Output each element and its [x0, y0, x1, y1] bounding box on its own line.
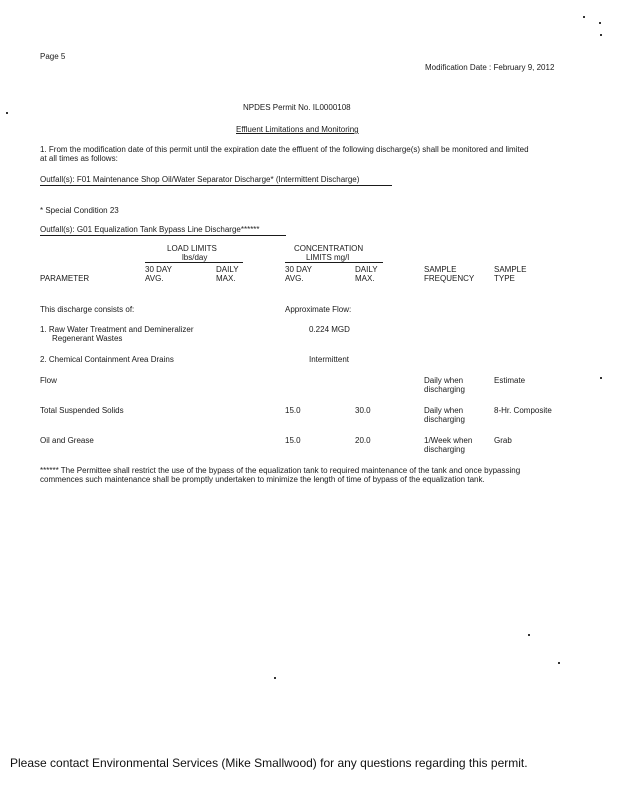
load-daily-2: MAX.: [216, 274, 236, 283]
scan-speck: [599, 22, 601, 24]
scan-speck: [600, 377, 602, 379]
sample-type-header-1: SAMPLE: [494, 265, 527, 274]
row-frequency-1: Daily when: [424, 406, 464, 415]
conc-avg30-1: 30 DAY: [285, 265, 312, 274]
conc-avg30-2: AVG.: [285, 274, 304, 283]
load-daily-1: DAILY: [216, 265, 239, 274]
row-frequency-1: Daily when: [424, 376, 464, 385]
footnote-line-2: commences such maintenance shall be promptly undertaken to minimize the length of time of bypass of the equalization tank.: [40, 475, 485, 484]
sample-freq-header-1: SAMPLE: [424, 265, 457, 274]
component-2: 2. Chemical Containment Area Drains: [40, 355, 174, 364]
row-conc-avg: 15.0: [285, 436, 301, 445]
conc-daily-2: MAX.: [355, 274, 375, 283]
row-frequency-2: discharging: [424, 385, 465, 394]
sample-freq-header-2: FREQUENCY: [424, 274, 475, 283]
concentration-underline: [285, 262, 383, 263]
row-parameter: Oil and Grease: [40, 436, 94, 445]
outfall-f01-label: Outfall(s):: [40, 175, 75, 184]
load-units: lbs/day: [182, 253, 208, 262]
intro-line-1: 1. From the modification date of this permit until the expiration date the effluent of the following discharge(s) shall be monitored and limited: [40, 145, 529, 154]
row-sample-type: Estimate: [494, 376, 526, 385]
row-frequency-1: 1/Week when: [424, 436, 473, 445]
scan-speck: [274, 677, 276, 679]
row-conc-max: 30.0: [355, 406, 371, 415]
outfall-g01-underline: [40, 235, 286, 236]
row-frequency-2: discharging: [424, 445, 465, 454]
row-conc-max: 20.0: [355, 436, 371, 445]
section-title: Effluent Limitations and Monitoring: [236, 125, 359, 134]
conc-daily-1: DAILY: [355, 265, 378, 274]
row-sample-type: Grab: [494, 436, 512, 445]
footer-note: Please contact Environmental Services (Mike Smallwood) for any questions regarding this permit.: [10, 756, 528, 770]
permit-number: NPDES Permit No. IL0000108: [243, 103, 351, 112]
outfall-g01: [40, 225, 260, 234]
special-condition: * Special Condition 23: [40, 206, 119, 215]
outfall-g01-desc: G01 Equalization Tank Bypass Line Discharge******: [76, 225, 260, 234]
parameter-header: PARAMETER: [40, 274, 90, 283]
outfall-f01: [40, 175, 359, 184]
modification-date: Modification Date : February 9, 2012: [425, 63, 555, 72]
component-2-flow: Intermittent: [309, 355, 350, 364]
concentration-units: LIMITS mg/l: [306, 253, 350, 262]
sample-type-header-2: TYPE: [494, 274, 515, 283]
row-parameter: Flow: [40, 376, 57, 385]
outfall-f01-desc: F01 Maintenance Shop Oil/Water Separator Discharge* (Intermittent Discharge): [76, 175, 360, 184]
row-conc-avg: 15.0: [285, 406, 301, 415]
discharge-consists: This discharge consists of:: [40, 305, 135, 314]
approx-flow-label: Approximate Flow:: [285, 305, 352, 314]
outfall-g01-label: Outfall(s):: [40, 225, 75, 234]
page-label: Page 5: [40, 52, 66, 61]
intro-line-2: at all times as follows:: [40, 154, 118, 163]
scan-speck: [528, 634, 530, 636]
footnote-line-1: ****** The Permittee shall restrict the use of the bypass of the equalization tank to required maintenance of the tank and once bypassing: [40, 466, 521, 475]
scan-speck: [583, 16, 585, 18]
scan-speck: [558, 662, 560, 664]
row-parameter: Total Suspended Solids: [40, 406, 124, 415]
load-avg30-2: AVG.: [145, 274, 164, 283]
component-1-flow: 0.224 MGD: [309, 325, 350, 334]
load-underline: [145, 262, 243, 263]
concentration-header: CONCENTRATION: [294, 244, 364, 253]
scan-speck: [600, 34, 602, 36]
row-frequency-2: discharging: [424, 415, 465, 424]
load-avg30-1: 30 DAY: [145, 265, 172, 274]
outfall-f01-underline: [40, 185, 392, 186]
component-1-line-1: 1. Raw Water Treatment and Demineralizer: [40, 325, 194, 334]
row-sample-type: 8-Hr. Composite: [494, 406, 552, 415]
component-1-line-2: Regenerant Wastes: [52, 334, 123, 343]
load-limits-header: LOAD LIMITS: [167, 244, 217, 253]
scan-speck: [6, 112, 8, 114]
